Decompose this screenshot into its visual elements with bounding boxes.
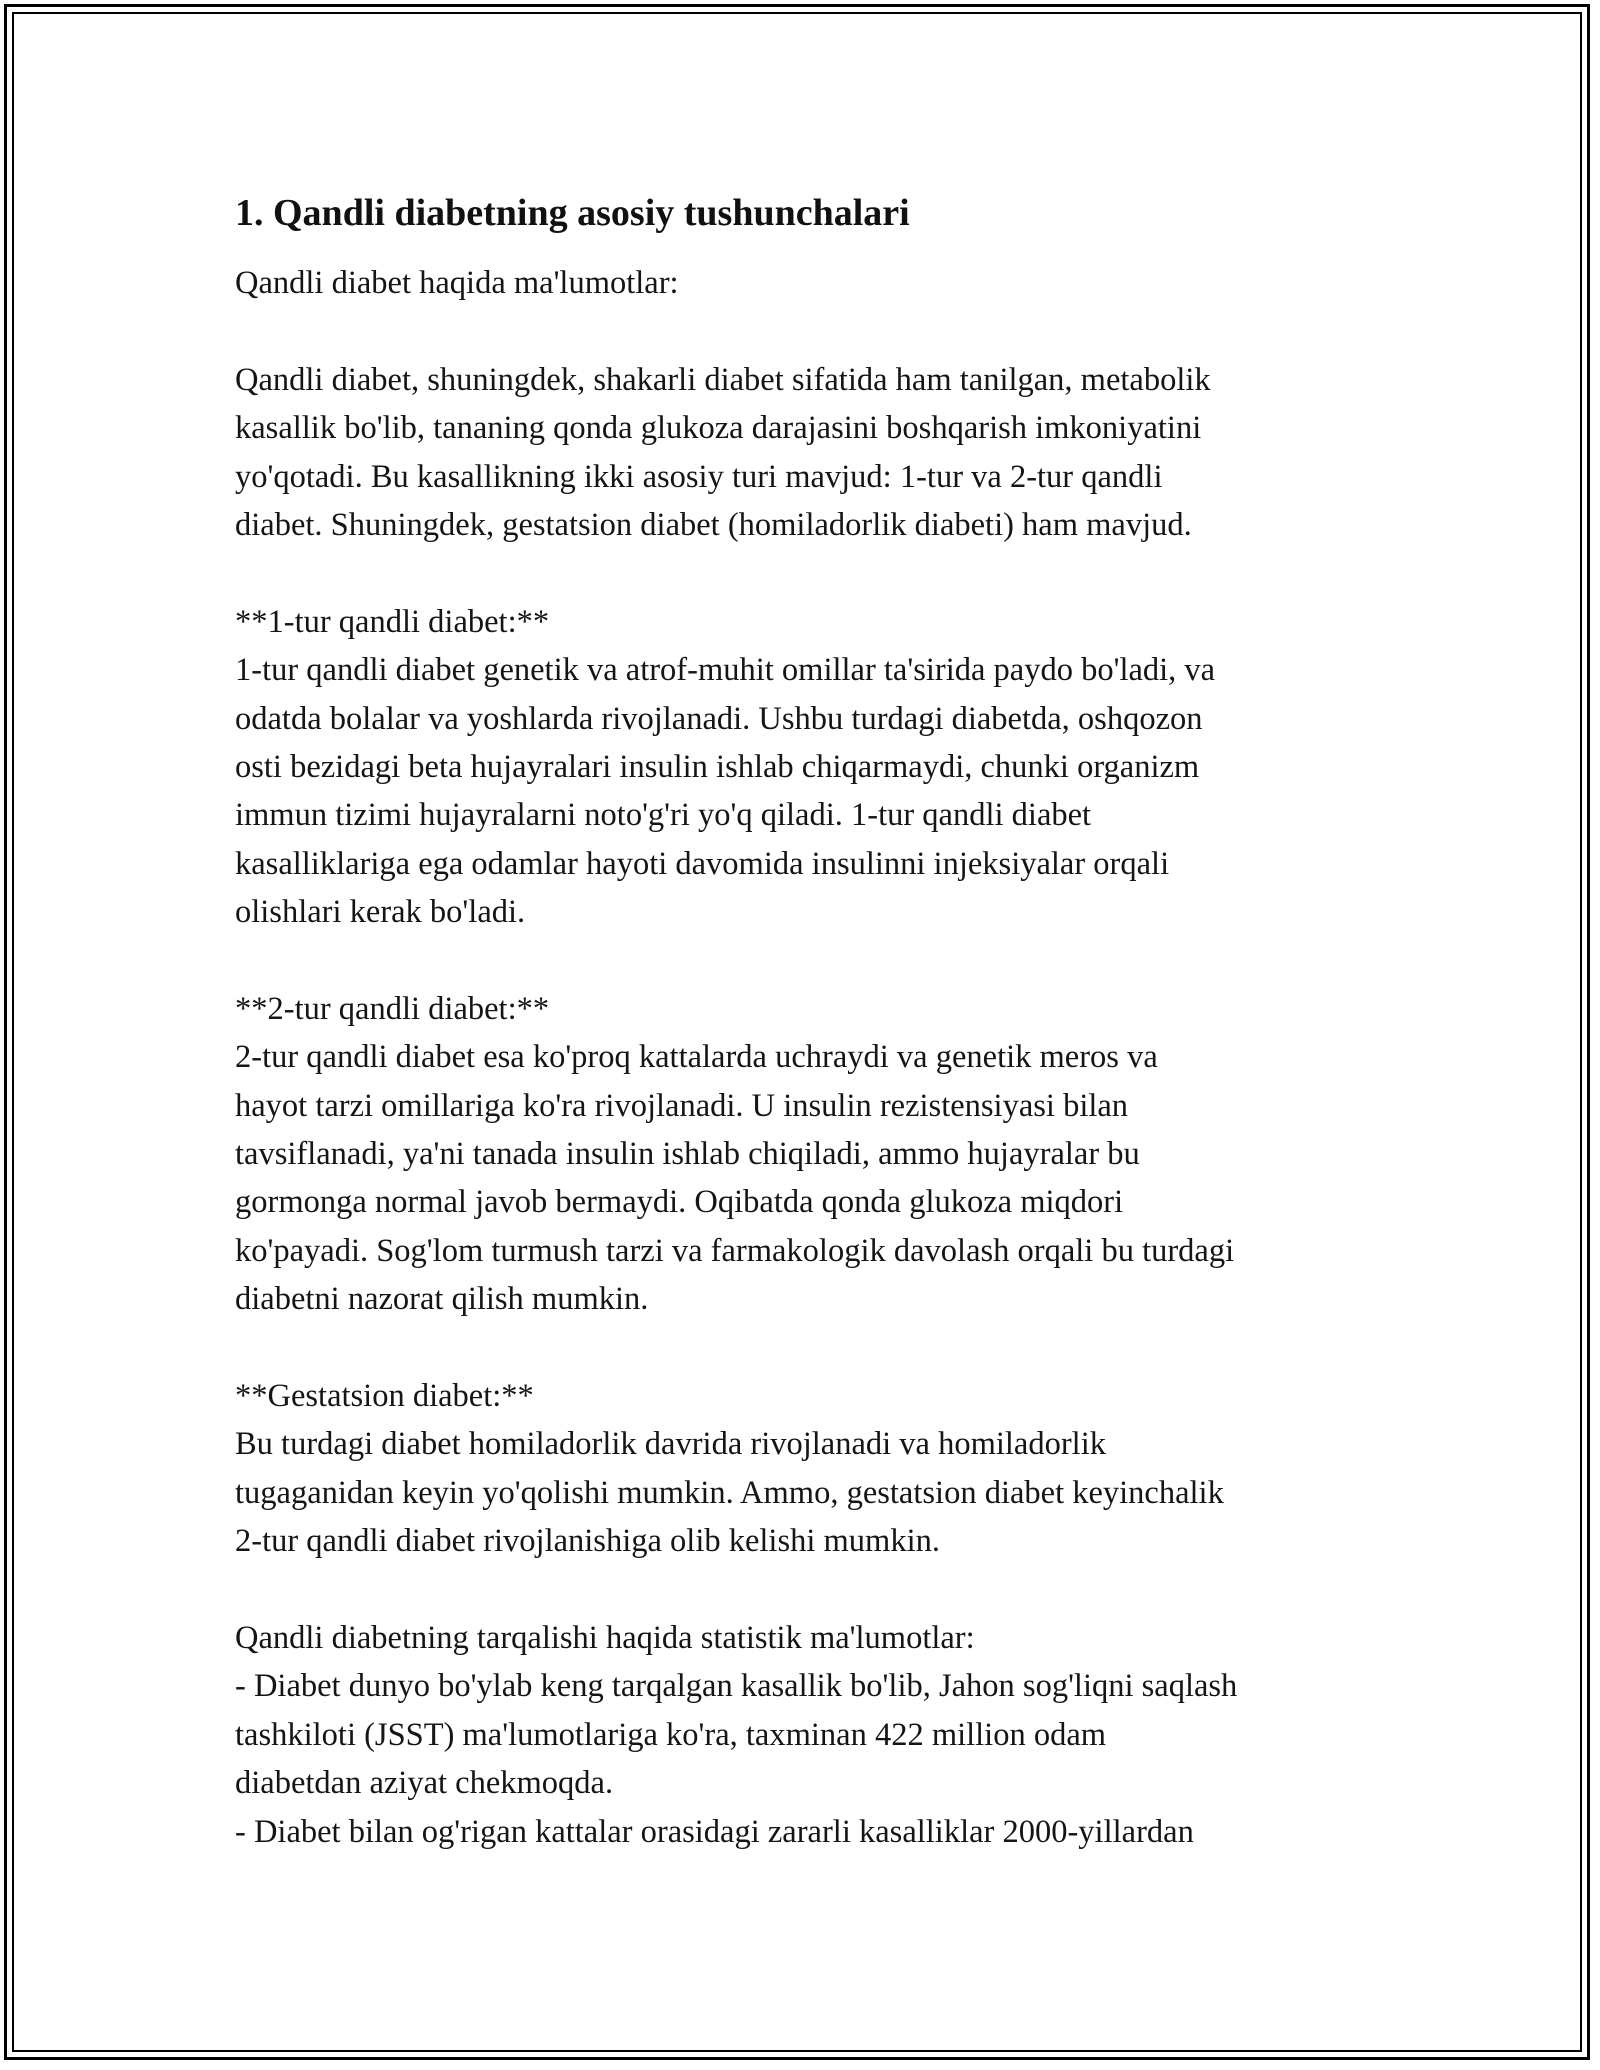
blank-line bbox=[235, 307, 1385, 355]
text-line: kasallik bo'lib, tananing qonda glukoza darajasini boshqarish imkoniyatini bbox=[235, 410, 1202, 447]
text-line: **1-tur qandli diabet:** bbox=[235, 603, 550, 640]
text-line: - Diabet bilan og'rigan kattalar orasidagi zararli kasalliklar 2000-yillardan bbox=[235, 1813, 1194, 1850]
text-line: - Diabet dunyo bo'ylab keng tarqalgan kasallik bo'lib, Jahon sog'liqni saqlash bbox=[235, 1668, 1238, 1705]
text-line: **Gestatsion diabet:** bbox=[235, 1377, 534, 1414]
text-line: 1-tur qandli diabet genetik va atrof-muhit omillar ta'sirida paydo bo'ladi, va bbox=[235, 652, 1216, 689]
document-body bbox=[235, 185, 1385, 1856]
text-line: **2-tur qandli diabet:** bbox=[235, 990, 550, 1027]
text-line: tavsiflanadi, ya'ni tanada insulin ishlab chiqiladi, ammo hujayralar bu bbox=[235, 1136, 1140, 1173]
document-text bbox=[235, 259, 1385, 1856]
text-line: Bu turdagi diabet homiladorlik davrida rivojlanadi va homiladorlik bbox=[235, 1426, 1106, 1463]
text-line: diabet. Shuningdek, gestatsion diabet (homiladorlik diabeti) ham mavjud. bbox=[235, 506, 1192, 543]
blank-line bbox=[235, 549, 1385, 597]
text-line: hayot tarzi omillariga ko'ra rivojlanadi. U insulin rezistensiyasi bilan bbox=[235, 1087, 1129, 1124]
text-line: 2-tur qandli diabet rivojlanishiga olib kelishi mumkin. bbox=[235, 1523, 940, 1560]
blank-line bbox=[235, 1324, 1385, 1372]
text-line: odatda bolalar va yoshlarda rivojlanadi. Ushbu turdagi diabetda, oshqozon bbox=[235, 700, 1203, 737]
text-line: immun tizimi hujayralarni noto'g'ri yo'q qiladi. 1-tur qandli diabet bbox=[235, 797, 1092, 834]
text-line: Qandli diabetning tarqalishi haqida statistik ma'lumotlar: bbox=[235, 1619, 975, 1656]
blank-line bbox=[235, 1566, 1385, 1614]
text-line: diabetdan aziyat chekmoqda. bbox=[235, 1765, 614, 1802]
text-line: yo'qotadi. Bu kasallikning ikki asosiy turi mavjud: 1-tur va 2-tur qandli bbox=[235, 458, 1163, 495]
text-line: tashkiloti (JSST) ma'lumotlariga ko'ra, taxminan 422 million odam bbox=[235, 1716, 1107, 1753]
blank-line bbox=[235, 936, 1385, 984]
document-title: 1. Qandli diabetning asosiy tushunchalari bbox=[235, 192, 910, 234]
text-line: gormonga normal javob bermaydi. Oqibatda qonda glukoza miqdori bbox=[235, 1184, 1124, 1221]
text-line: 2-tur qandli diabet esa ko'proq kattalarda uchraydi va genetik meros va bbox=[235, 1039, 1158, 1076]
text-line: Qandli diabet haqida ma'lumotlar: bbox=[235, 265, 679, 301]
text-line: olishlari kerak bo'ladi. bbox=[235, 894, 526, 931]
text-line: Qandli diabet, shuningdek, shakarli diabet sifatida ham tanilgan, metabolik bbox=[235, 361, 1211, 398]
text-line: ko'payadi. Sog'lom turmush tarzi va farmakologik davolash orqali bu turdagi bbox=[235, 1232, 1235, 1269]
text-line: kasalliklariga ega odamlar hayoti davomida insulinni injeksiyalar orqali bbox=[235, 845, 1170, 882]
text-line: tugaganidan keyin yo'qolishi mumkin. Ammo, gestatsion diabet keyinchalik bbox=[235, 1474, 1224, 1511]
text-line: diabetni nazorat qilish mumkin. bbox=[235, 1281, 649, 1318]
text-line: osti bezidagi beta hujayralari insulin ishlab chiqarmaydi, chunki organizm bbox=[235, 748, 1200, 785]
